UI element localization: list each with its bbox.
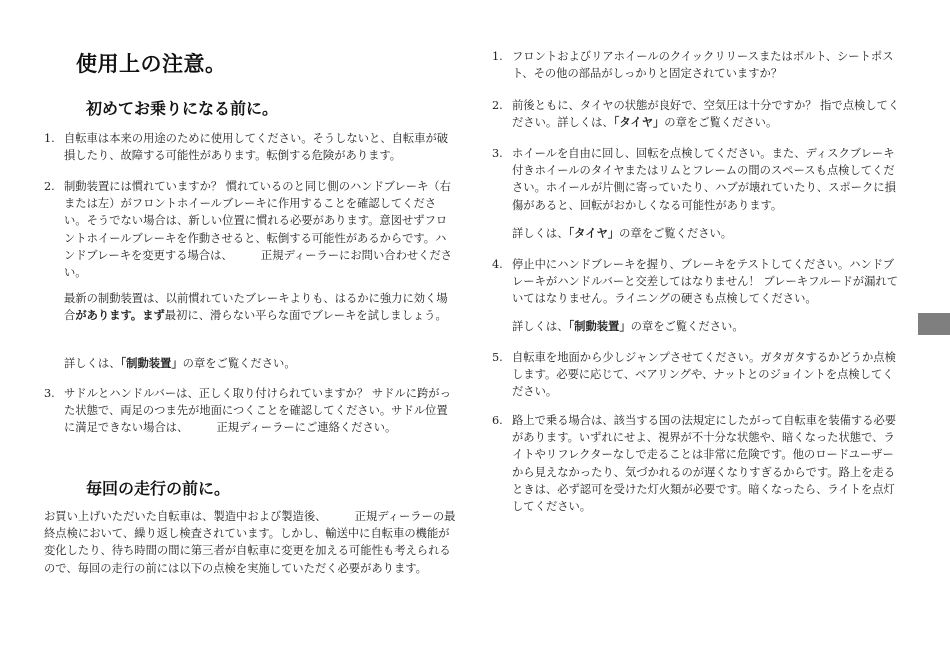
list-item <box>492 48 904 82</box>
item-text <box>512 97 904 131</box>
page-title: 使用上の注意。 <box>76 52 227 76</box>
item-number: 4. <box>492 258 503 271</box>
list-item <box>492 349 904 401</box>
list-item <box>44 178 454 281</box>
reference-text-2: の章をご覧ください。 <box>182 357 296 370</box>
reference-text: 詳しくは、 <box>512 320 569 333</box>
brake-note-text: 最新の制動装置は、以前慣れていたブレーキよりも、はるかに強力に効く場合 <box>64 292 448 323</box>
brake-note <box>64 290 454 324</box>
reference-text-2: の章をご覧ください。 <box>630 320 744 333</box>
brake-reference <box>64 355 454 372</box>
item-number: 3. <box>492 147 503 160</box>
before-ride-text: お買い上げいただいた自転車は、製造中および製造後、 正規ディーラーの最終点検において、繰り返し検査されています。しかし、輸送中に自転車の機能が変化したり、待ち時間の間に第三者が自転車に変更を加える可能性も考えられるので、毎回の走行の前には以下の点検を実施していただく必要があります。 <box>44 510 456 575</box>
list-item <box>44 385 454 437</box>
reference-text-2: の章をご覧ください。 <box>619 227 733 240</box>
reference-chapter: 「タイヤ」 <box>568 227 620 240</box>
section-heading-first-ride: 初めてお乗りになる前に。 <box>86 99 279 118</box>
brake-reference <box>512 318 904 335</box>
item-number: 6. <box>492 414 503 427</box>
item-text-part: 前後ともに、タイヤの状態が良好で、空気圧は十分ですか？ 指で点検してください。詳しくは、 <box>512 99 900 130</box>
list-item <box>492 412 904 515</box>
reference-text: 詳しくは、 <box>512 227 569 240</box>
reference-text: 詳しくは、 <box>64 357 121 370</box>
reference-chapter: 「タイヤ」 <box>613 116 665 130</box>
section-heading-before-each-ride: 毎回の走行の前に。 <box>86 479 231 498</box>
brake-note-bold: があります。まず <box>75 309 165 323</box>
brake-note-text-2: 最初に、滑らない平らな面でブレーキを試しましょう。 <box>164 309 447 323</box>
list-item <box>44 130 454 164</box>
item-text-part-2: の章をご覧ください。 <box>664 116 778 130</box>
item-number: 1. <box>492 50 503 63</box>
item-text: 自転車を地面から少しジャンプさせてください。ガタガタするかどうか点検します。必要に応じて、ベアリングや、ナットとのジョイントを点検してください。 <box>512 351 896 399</box>
item-text: 停止中にハンドブレーキを握り、ブレーキをテストしてください。ハンドブレーキがハンドルバーと交差してはなりません！ ブレーキフルードが漏れていてはなりません。ライニングの硬さも点検してください。 <box>512 258 898 306</box>
item-text: サドルとハンドルバーは、正しく取り付けられていますか？ サドルに跨がった状態で、両足のつま先が地面につくことを確認してください。サドル位置に満足できない場合は、 正規ディーラーにご連絡ください。 <box>64 387 451 435</box>
item-number: 5. <box>492 351 503 364</box>
tire-reference <box>512 225 904 242</box>
item-number: 3. <box>44 387 55 400</box>
chapter-tab-marker <box>918 313 950 335</box>
item-text: 路上で乗る場合は、該当する国の法規定にしたがって自転車を装備する必要があります。いずれにせよ、視界が不十分な状態や、暗くなった状態で、ライトやリフレクターなしで走ることは非常に危険です。他のロードユーザーから見えなかったり、気づかれるのが遅くなりすぎるからです。路上を走るときは、必ず認可を受けた灯火類が必要です。暗くなったら、ライトを点灯してください。 <box>512 414 897 514</box>
item-number: 2. <box>44 180 55 193</box>
item-text: フロントおよびリアホイールのクイックリリースまたはボルト、シートポスト、その他の部品がしっかりと固定されていますか？ <box>512 50 894 81</box>
reference-chapter: 「制動装置」 <box>120 357 183 370</box>
item-text: 自転車は本来の用途のために使用してください。そうしないと、自転車が破損したり、故障する可能性があります。転倒する危険があります。 <box>64 132 449 163</box>
list-item <box>492 145 904 214</box>
list-item <box>492 256 904 308</box>
item-text: 制動装置には慣れていますか？ 慣れているのと同じ側のハンドブレーキ（右または左）がフロントホイールブレーキに作用することを確認してください。そうでない場合は、新しい位置に慣れる必要があります。意図せずフロントホイールブレーキを作動させると、転倒する可能性があるからです。ハンドブレーキを変更する場合は、 正規ディーラーにお問い合わせください。 <box>64 180 453 280</box>
item-number: 1. <box>44 132 55 145</box>
item-text: ホイールを自由に回し、回転を点検してください。また、ディスクブレーキ付きホイールのタイヤまたはリムとフレームの間のスペースも点検してください。ホイールが片側に寄っていたり、ハブが壊れていたり、スポークに損傷があると、回転がおかしくなる可能性があります。 <box>512 147 896 212</box>
reference-chapter: 「制動装置」 <box>568 320 631 333</box>
list-item <box>492 97 904 131</box>
item-number: 2. <box>492 99 503 112</box>
